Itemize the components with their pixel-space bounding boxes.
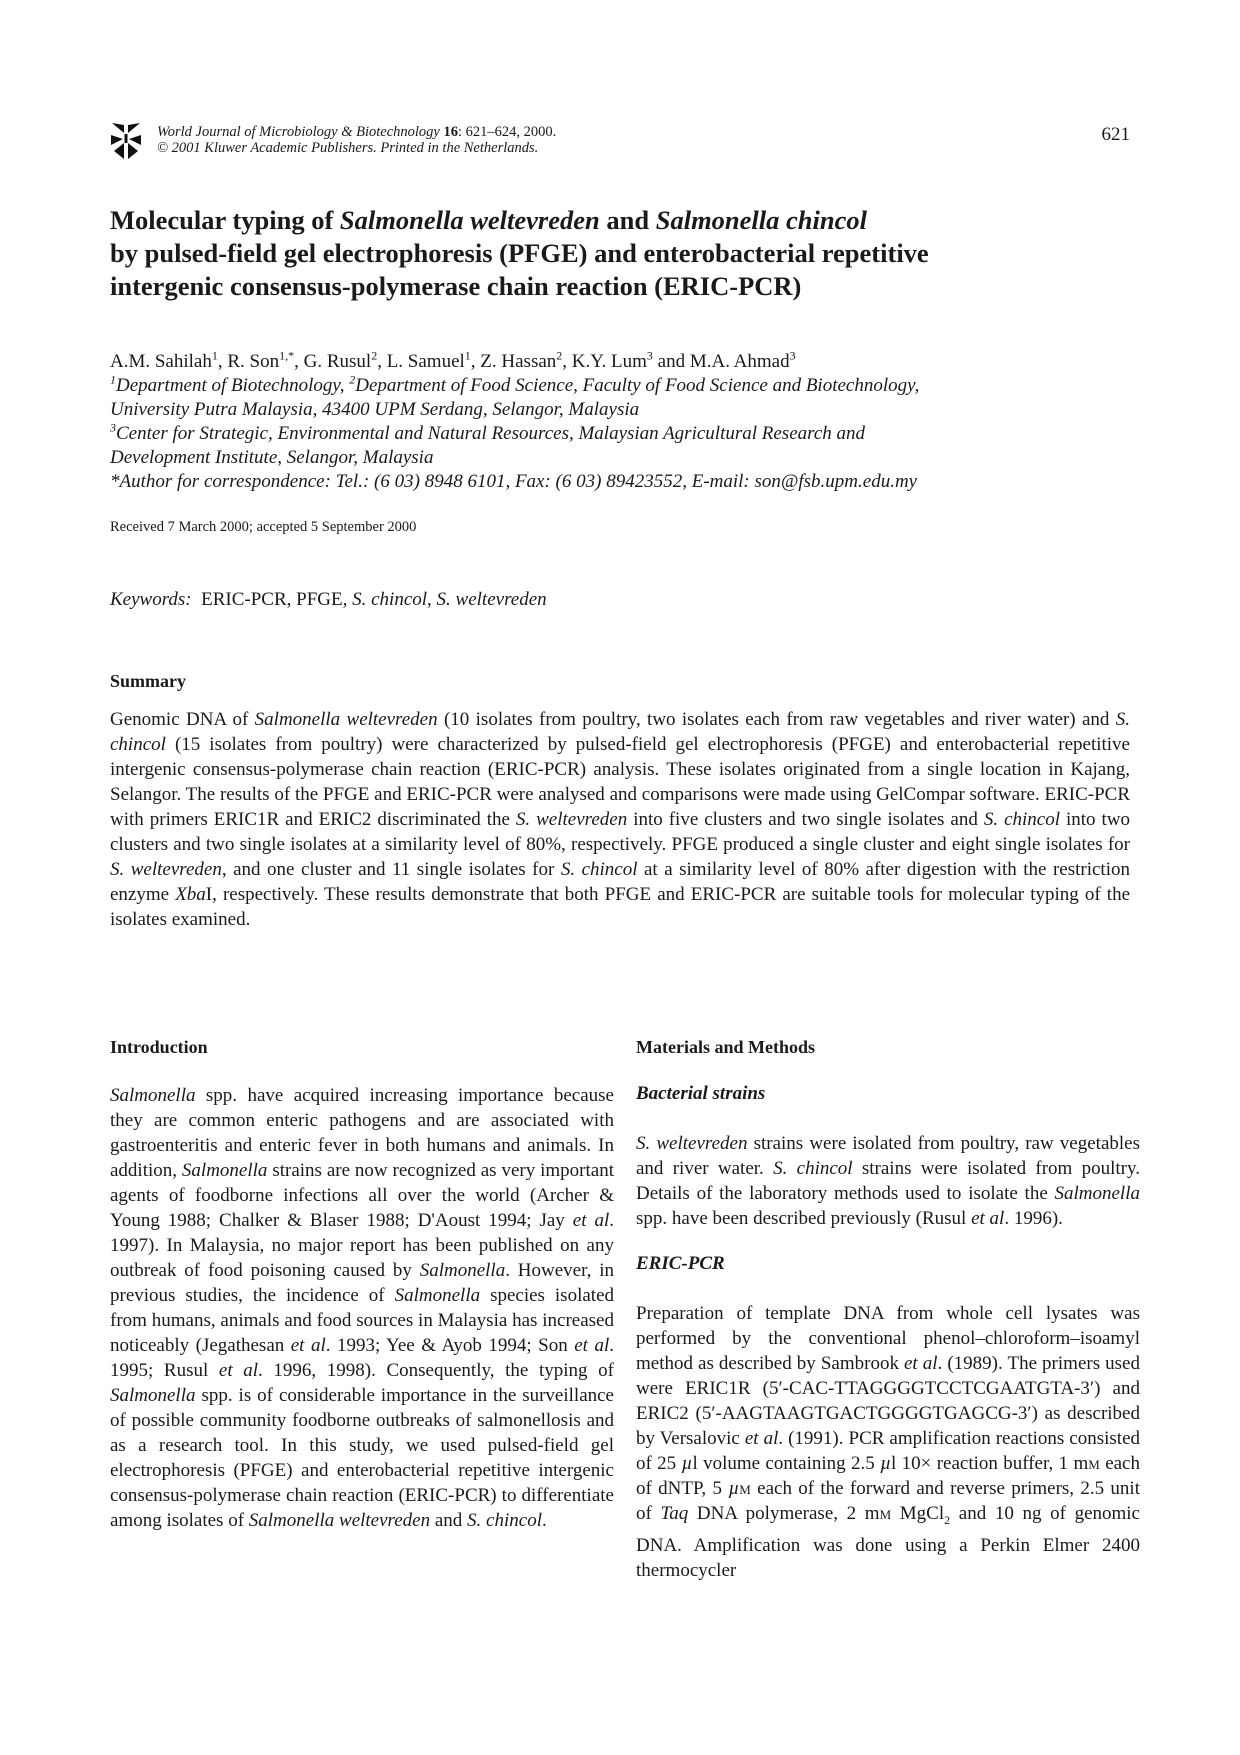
affil-sup: 2 bbox=[349, 372, 356, 387]
t: et al bbox=[971, 1208, 1005, 1229]
title-species: Salmonella chincol bbox=[655, 205, 868, 235]
author: , R. Son bbox=[217, 351, 280, 372]
t: DNA polymerase, 2 m bbox=[688, 1503, 880, 1524]
page-number: 621 bbox=[1101, 124, 1130, 145]
t: and 10 ng of genomic DNA. Amplification was done using a Perkin Elmer 2400 thermocycler bbox=[636, 1503, 1140, 1581]
t: S. chincol bbox=[773, 1158, 853, 1179]
title-text: and bbox=[599, 205, 656, 235]
t: Salmonella bbox=[110, 1385, 196, 1406]
keywords-label: Keywords: bbox=[110, 589, 192, 610]
methods-heading: Materials and Methods bbox=[636, 1037, 815, 1057]
t: S. weltevreden bbox=[636, 1133, 748, 1154]
author-sup: 3 bbox=[646, 348, 653, 363]
author-sup: 1 bbox=[464, 348, 471, 363]
keyword: S. weltevreden bbox=[436, 589, 547, 610]
t: . 1996, 1998). Consequently, the typing of bbox=[258, 1360, 614, 1381]
keywords bbox=[110, 589, 547, 611]
t: µ bbox=[880, 1453, 892, 1474]
author: , Z. Hassan bbox=[470, 351, 557, 372]
t: . 1996). bbox=[1004, 1208, 1063, 1229]
t: MgCl bbox=[891, 1503, 945, 1524]
author: , G. Rusul bbox=[294, 351, 372, 372]
journal-volume: 16 bbox=[443, 124, 458, 140]
article-title bbox=[110, 204, 1140, 303]
bacterial-strains-text bbox=[636, 1131, 1140, 1231]
keyword: ERIC-PCR, PFGE, bbox=[201, 589, 353, 610]
subheading-eric-pcr: ERIC-PCR bbox=[636, 1253, 725, 1274]
t: et al bbox=[290, 1335, 326, 1356]
t: et al bbox=[744, 1428, 779, 1449]
t: Salmonella bbox=[1054, 1183, 1140, 1204]
t: (15 isolates from poultry) were characterized by pulsed-field gel electrophoresis (PFGE) and enterobacterial repetitive intergenic consensus-polymerase chain reaction (ERIC-PCR) analysis. These isolates originated from a single location in Kajang, Selangor. The results of the PFGE and ERIC-PCR were analysed and comparisons were made using GelCompar software. ERIC-PCR with primers ERIC1R and ERIC2 discriminated the bbox=[110, 734, 1130, 830]
summary-heading: Summary bbox=[110, 671, 186, 691]
t: strains were isolated from poultry. Details of the laboratory methods used to isolate the bbox=[636, 1158, 1141, 1204]
t: . 1993; Yee & Ayob 1994; Son bbox=[325, 1335, 575, 1356]
affiliation-2 bbox=[110, 422, 1140, 446]
t: et al bbox=[572, 1210, 610, 1231]
t: Taq bbox=[660, 1503, 689, 1524]
t: Salmonella bbox=[419, 1260, 506, 1281]
t: . (1989). The primers used were ERIC1R (5′-CAC-TTAGGGGTCCTCGAATGTA-3′) and ERIC2 (5′-AAGTAAGTGACTGGGGTGAGCG-3′) as described by Versalovic bbox=[636, 1353, 1140, 1449]
t: . bbox=[541, 1510, 547, 1531]
t: l 10× reaction buffer, 1 m bbox=[891, 1453, 1089, 1474]
t: each of dNTP, 5 bbox=[636, 1453, 1140, 1499]
affiliation-2-cont: Development Institute, Selangor, Malaysia bbox=[110, 447, 434, 468]
t: . However, in previous studies, the incidence of bbox=[110, 1260, 614, 1306]
t: strains were isolated from poultry, raw vegetables and river water. bbox=[636, 1133, 1140, 1179]
t: strains are now recognized as very important agents of foodborne infections all over the world (Archer & Young 1988; Chalker & Blaser 1988; D'Aoust 1994; Jay bbox=[110, 1160, 614, 1231]
t: m bbox=[879, 1503, 892, 1524]
copyright-line: © 2001 Kluwer Academic Publishers. Printed in the Netherlands. bbox=[157, 140, 539, 156]
t: Salmonella weltevreden bbox=[248, 1510, 431, 1531]
t: species isolated from humans, animals and food sources in Malaysia has increased noticeably (Jegathesan bbox=[110, 1285, 614, 1356]
t: S. chincol bbox=[560, 859, 638, 880]
t: . 1997). In Malaysia, no major report has been published on any outbreak of food poisoning caused by bbox=[110, 1210, 614, 1281]
correspondence: *Author for correspondence: Tel.: (6 03) 8948 6101, Fax: (6 03) 89423552, E-mail: son@fsb.upm.edu.my bbox=[110, 471, 918, 492]
t: each of the forward and reverse primers, 2.5 unit of bbox=[636, 1478, 1140, 1524]
t: I, respectively. These results demonstrate that both PFGE and ERIC-PCR are suitable tools for molecular typing of the isolates examined. bbox=[110, 884, 1131, 930]
t: et al bbox=[904, 1353, 938, 1374]
t: Salmonella weltevreden bbox=[254, 709, 438, 730]
author: , K.Y. Lum bbox=[562, 351, 647, 372]
journal-pages: : 621–624, 2000. bbox=[457, 124, 557, 140]
t: (10 isolates from poultry, two isolates each from raw vegetables and river water) and bbox=[437, 709, 1116, 730]
t: at a similarity level of 80% after digestion with the restriction enzyme bbox=[110, 859, 1130, 905]
affil-text: Center for Strategic, Environmental and Natural Resources, Malaysian Agricultural Research and bbox=[116, 423, 866, 444]
publisher-logo-icon bbox=[109, 121, 143, 161]
t: Salmonella bbox=[110, 1085, 196, 1106]
t: S. chincol bbox=[467, 1510, 542, 1531]
t: S. chincol bbox=[110, 709, 1131, 755]
methods-column bbox=[636, 1037, 1140, 1583]
t: . 1995; Rusul bbox=[110, 1335, 614, 1381]
keyword: S. chincol bbox=[352, 589, 428, 610]
t: et al bbox=[574, 1335, 610, 1356]
title-line: by pulsed-field gel electrophoresis (PFGE) and enterobacterial repetitive bbox=[110, 238, 929, 268]
t: and bbox=[430, 1510, 468, 1531]
journal-citation bbox=[157, 124, 556, 156]
author-sup: 2 bbox=[371, 348, 378, 363]
t: S. chincol bbox=[983, 809, 1060, 830]
affil-sup: 3 bbox=[110, 420, 116, 435]
author: and M.A. Ahmad bbox=[652, 351, 790, 372]
affiliation-1-cont: University Putra Malaysia, 43400 UPM Serdang, Selangor, Malaysia bbox=[110, 399, 640, 420]
t: spp. have acquired increasing importance because they are common enteric pathogens and are associated with gastroenteritis and enteric fever in both humans and animals. In addition, bbox=[110, 1085, 614, 1181]
keyword-sep: , bbox=[427, 589, 437, 610]
t: Xba bbox=[175, 884, 206, 905]
author: , L. Samuel bbox=[377, 351, 465, 372]
t: l volume containing 2.5 bbox=[692, 1453, 881, 1474]
t: Salmonella bbox=[181, 1160, 268, 1181]
introduction-text bbox=[110, 1083, 614, 1533]
author-sup: 1 bbox=[211, 348, 218, 363]
affil-text: Department of Biotechnology, bbox=[116, 375, 350, 396]
t: S. weltevreden bbox=[515, 809, 628, 830]
subheading-bacterial-strains: Bacterial strains bbox=[636, 1083, 766, 1104]
received-dates: Received 7 March 2000; accepted 5 September 2000 bbox=[110, 519, 417, 535]
t: µ bbox=[728, 1478, 740, 1499]
t: spp. is of considerable importance in the surveillance of possible community foodborne outbreaks of salmonellosis and as a research tool. In this study, we used pulsed-field gel electrophoresis (PFGE) and enterobacterial repetitive intergenic consensus-polymerase chain reaction (ERIC-PCR) to differentiate among isolates of bbox=[110, 1385, 614, 1531]
author: A.M. Sahilah bbox=[110, 351, 212, 372]
t: m bbox=[1088, 1453, 1100, 1474]
affiliation-1 bbox=[110, 374, 1140, 398]
t: spp. have been described previously (Rusul bbox=[636, 1208, 972, 1229]
t: . (1991). PCR amplification reactions consisted of 25 bbox=[636, 1428, 1141, 1474]
title-species: Salmonella weltevreden bbox=[339, 205, 600, 235]
author-sup: 1,* bbox=[279, 348, 295, 363]
introduction-column bbox=[110, 1037, 614, 1533]
t: Genomic DNA of bbox=[110, 709, 255, 730]
title-line: intergenic consensus-polymerase chain reaction (ERIC-PCR) bbox=[110, 271, 802, 301]
authors-block bbox=[110, 350, 1140, 494]
t: m bbox=[739, 1478, 751, 1499]
t: , and one cluster and 11 single isolates for bbox=[221, 859, 561, 880]
author-sup: 2 bbox=[556, 348, 563, 363]
author-list bbox=[110, 350, 1140, 374]
t: into five clusters and two single isolates and bbox=[627, 809, 984, 830]
t: et al bbox=[218, 1360, 259, 1381]
eric-pcr-text bbox=[636, 1301, 1140, 1583]
affil-sup: 1 bbox=[110, 372, 116, 387]
introduction-heading: Introduction bbox=[110, 1037, 208, 1057]
t: 2 bbox=[944, 1512, 951, 1527]
journal-name: World Journal of Microbiology & Biotechnology bbox=[157, 124, 440, 140]
title-text: Molecular typing of bbox=[110, 205, 340, 235]
author-sup: 3 bbox=[789, 348, 796, 363]
t: into two clusters and two single isolates at a similarity level of 80%, respectively. PFGE produced a single cluster and eight single isolates for bbox=[110, 809, 1130, 855]
t: Salmonella bbox=[394, 1285, 481, 1306]
t: S. weltevreden bbox=[110, 859, 222, 880]
t: Preparation of template DNA from whole cell lysates was performed by the conventional phenol–chloroform–isoamyl method as described by Sambrook bbox=[636, 1303, 1140, 1374]
summary-text bbox=[110, 707, 1130, 932]
t: µ bbox=[681, 1453, 693, 1474]
affil-text: Department of Food Science, Faculty of Food Science and Biotechnology, bbox=[355, 375, 920, 396]
